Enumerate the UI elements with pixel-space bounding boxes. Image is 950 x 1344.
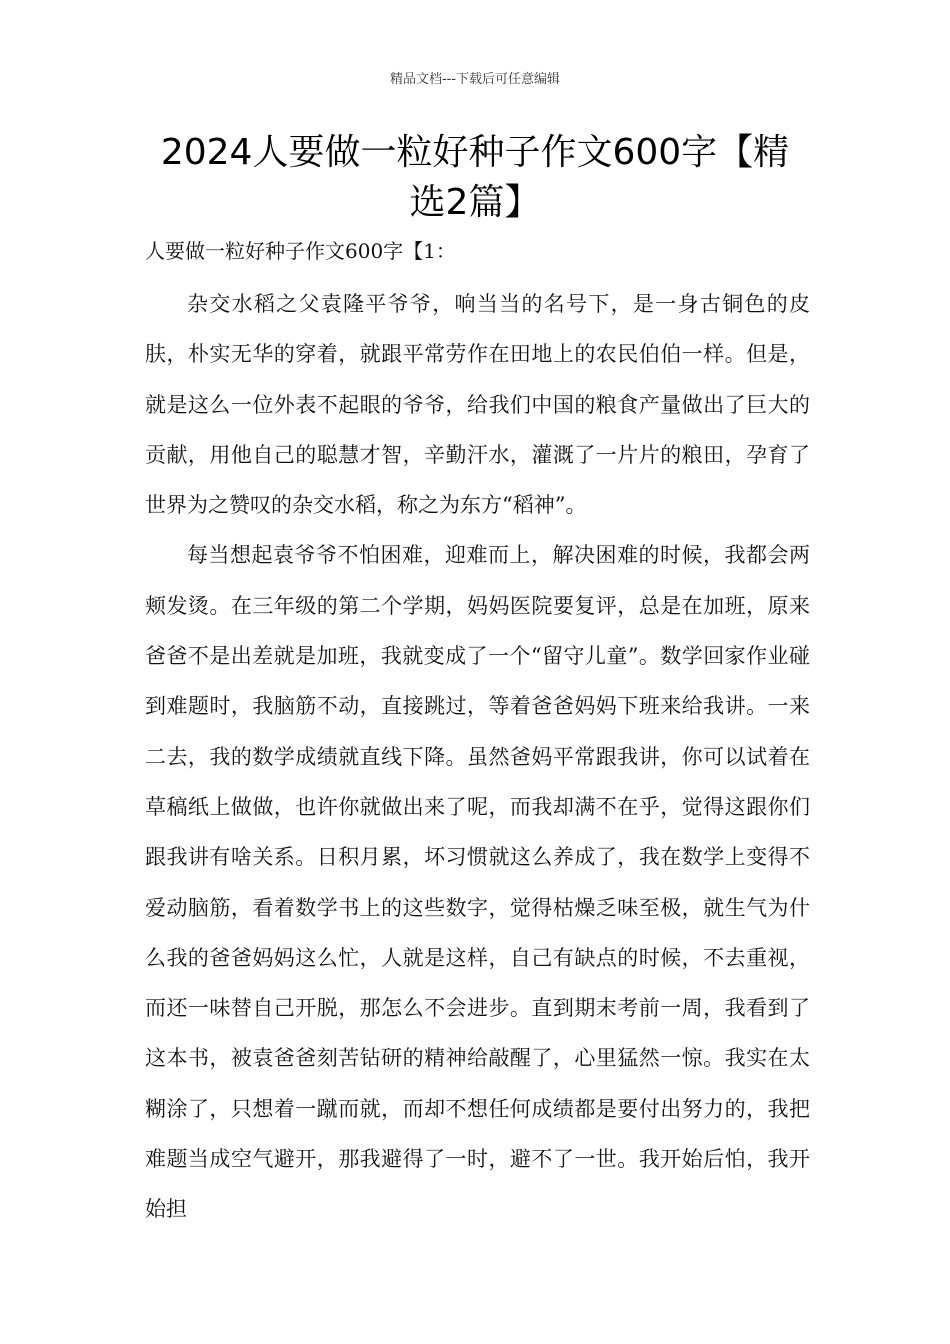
paragraph: 每当想起袁爷爷不怕困难，迎难而上，解决困难的时候，我都会两颊发烫。在三年级的第二个学期，妈妈医院要复评，总是在加班，原来爸爸不是出差就是加班，我就变成了一个“留守儿童”。数学回家作业碰到难题时，我脑筋不动，直接跳过，等着爸爸妈妈下班来给我讲。一来二去，我的数学成绩就直线下降。虽然爸妈平常跟我讲，你可以试着在草稿纸上做做，也许你就做出来了呢，而我却满不在乎，觉得这跟你们跟我讲有啥关系。日积月累，坏习惯就这么养成了，我在数学上变得不爱动脑筋，看着数学书上的这些数字，觉得枯燥乏味至极，就生气为什么我的爸爸妈妈这么忙，人就是这样，自己有缺点的时候，不去重视，而还一味替自己开脱，那怎么不会进步。直到期末考前一周，我看到了这本书，被袁爸爸刻苦钻研的精神给敲醒了，心里猛然一惊。我实在太糊涂了，只想着一蹴而就，而却不想任何成绩都是要付出努力的，我把难题当成空气避开，那我避得了一时，避不了一世。我开始后怕，我开始担: [145, 543, 810, 1222]
section-subtitle: 人要做一粒好种子作文600字【1：: [145, 239, 456, 263]
document-title: 2024人要做一粒好种子作文600字【精选2篇】: [160, 132, 790, 223]
header-note: 精品文档---下载后可任意编辑: [389, 72, 561, 87]
body-text: [145, 279, 810, 1235]
paragraph: 杂交水稻之父袁隆平爷爷，响当当的名号下，是一身古铜色的皮肤，朴实无华的穿着，就跟平常劳作在田地上的农民伯伯一样。但是，就是这么一位外表不起眼的爷爷，给我们中国的粮食产量做出了巨大的贡献，用他自己的聪慧才智，辛勤汗水，灌溉了一片片的粮田，孕育了世界为之赞叹的杂交水稻，称之为东方“稻神”。: [145, 292, 810, 518]
